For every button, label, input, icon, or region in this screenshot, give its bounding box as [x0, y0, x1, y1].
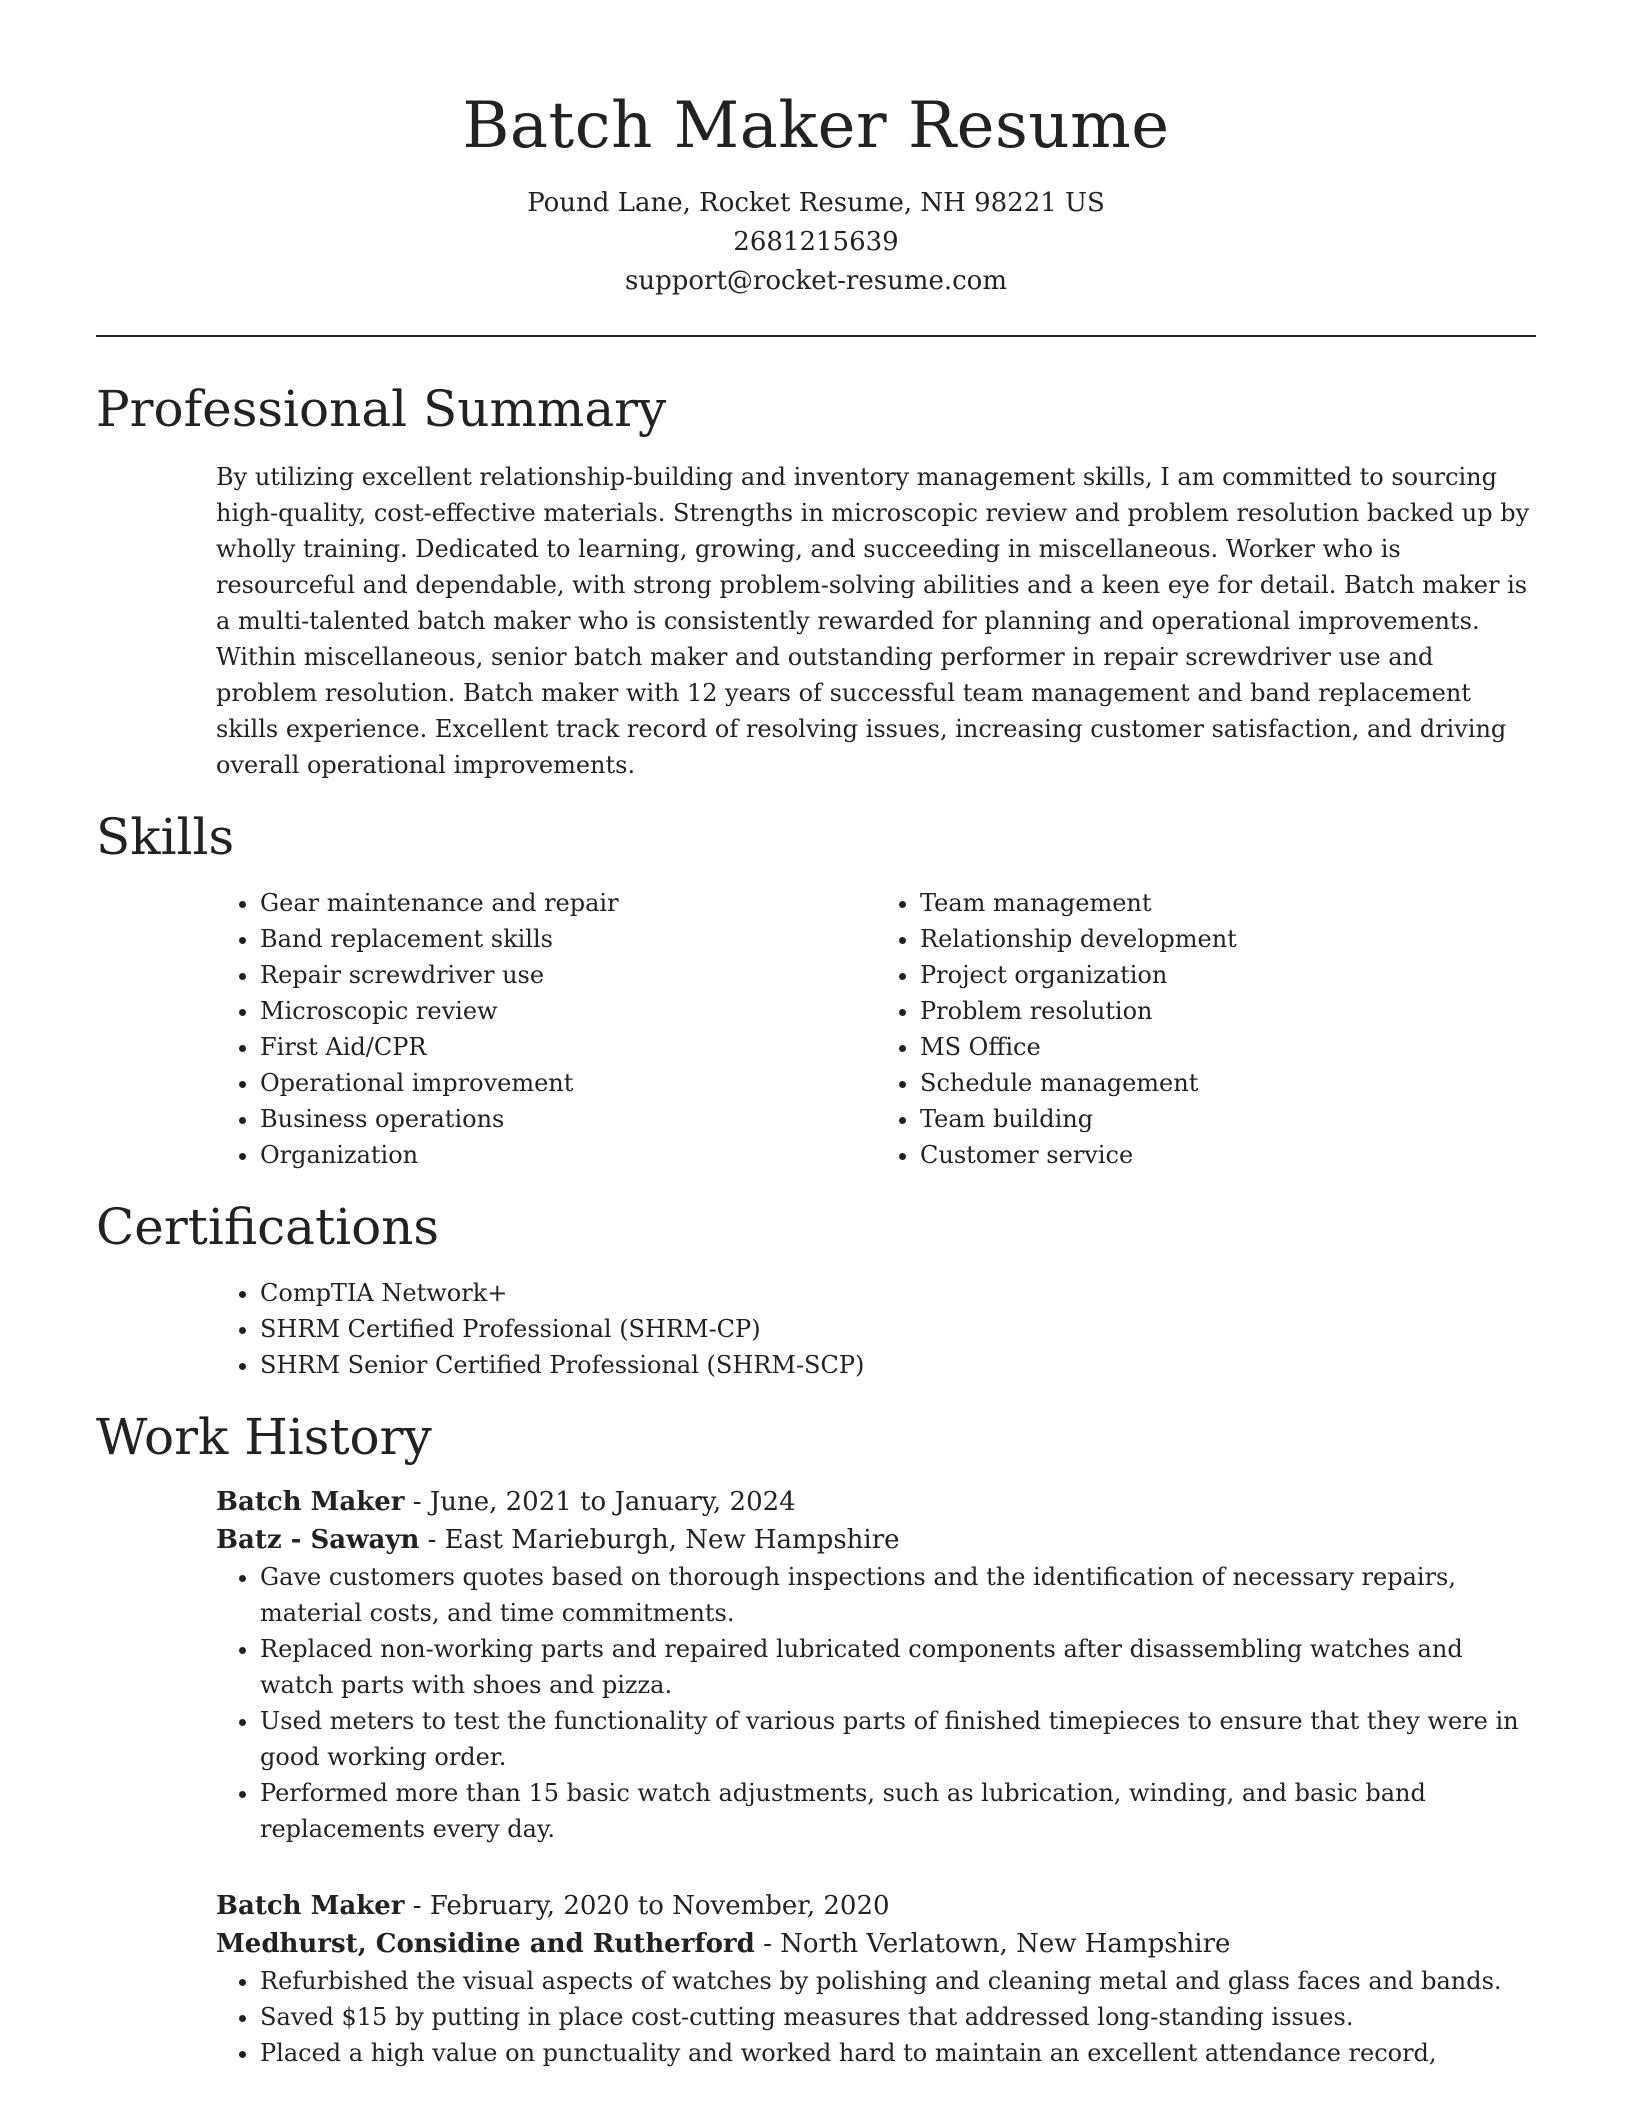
certifications-heading: Certifications: [96, 1198, 440, 1256]
skill-item: • Relationship development: [920, 921, 1536, 957]
job-duty-item: • Replaced non-working parts and repaired lubricated components after disassembling watches and watch parts with shoes and pizza.: [260, 1631, 1536, 1703]
job-duty-item: • Gave customers quotes based on thorough inspections and the identification of necessary repairs, material costs, and time commitments.: [260, 1559, 1536, 1631]
work-history-heading: Work History: [96, 1408, 432, 1466]
contact-address: Pound Lane, Rocket Resume, NH 98221 US: [527, 188, 1105, 218]
skill-item: • Operational improvement: [260, 1065, 876, 1101]
skills-grid: [216, 885, 1536, 1173]
certification-item: • CompTIA Network+: [260, 1275, 1536, 1311]
job-location: - East Marieburgh, New Hampshire: [419, 1525, 900, 1555]
contact-email: support@rocket-resume.com: [624, 266, 1007, 296]
skills-list-right: [876, 885, 1536, 1173]
header-divider: [96, 335, 1536, 337]
summary-heading: Professional Summary: [96, 380, 667, 438]
job-entry: [216, 1483, 1536, 1847]
job-title-line: [216, 1483, 1536, 1521]
job-dates: - February, 2020 to November, 2020: [404, 1891, 890, 1921]
certifications-body: [216, 1275, 1536, 1383]
certifications-section: [96, 1195, 1536, 1383]
skill-item: • MS Office: [920, 1029, 1536, 1065]
summary-section: [96, 377, 1536, 783]
skill-item: • Band replacement skills: [260, 921, 876, 957]
summary-body: [216, 459, 1536, 783]
job-company: Batz - Sawayn: [216, 1525, 420, 1555]
skill-item: • Problem resolution: [920, 993, 1536, 1029]
job-duties-list: [216, 1559, 1536, 1847]
work-history-section: [96, 1405, 1536, 2071]
skill-item: • Business operations: [260, 1101, 876, 1137]
job-duty-item: • Refurbished the visual aspects of watches by polishing and cleaning metal and glass faces and bands.: [260, 1963, 1536, 1999]
certification-item: • SHRM Certified Professional (SHRM-CP): [260, 1311, 1536, 1347]
job-dates: - June, 2021 to January, 2024: [404, 1487, 796, 1517]
skills-heading: Skills: [96, 808, 235, 866]
job-duty-item: • Saved $15 by putting in place cost-cutting measures that addressed long-standing issues.: [260, 1999, 1536, 2035]
job-company-line: [216, 1521, 1536, 1559]
skill-item: • First Aid/CPR: [260, 1029, 876, 1065]
skill-item: • Organization: [260, 1137, 876, 1173]
job-role: Batch Maker: [216, 1487, 405, 1517]
certifications-list: [216, 1275, 1536, 1383]
skill-item: • Schedule management: [920, 1065, 1536, 1101]
skill-item: • Team building: [920, 1101, 1536, 1137]
job-title-line: [216, 1887, 1536, 1925]
contact-phone: 2681215639: [733, 227, 899, 257]
certification-item: • SHRM Senior Certified Professional (SHRM-SCP): [260, 1347, 1536, 1383]
job-duties-list: [216, 1963, 1536, 2071]
job-entry: [216, 1887, 1536, 2071]
job-duty-item: • Performed more than 15 basic watch adjustments, such as lubrication, winding, and basic band replacements every day.: [260, 1775, 1536, 1847]
job-company: Medhurst, Considine and Rutherford: [216, 1929, 755, 1959]
job-company-line: [216, 1925, 1536, 1963]
work-history-body: [216, 1483, 1536, 2071]
contact-block: [0, 184, 1632, 301]
job-location: - North Verlatown, New Hampshire: [754, 1929, 1231, 1959]
summary-text: By utilizing excellent relationship-building and inventory management skills, I am committed to sourcing high-quality, cost-effective materials. Strengths in microscopic review and problem resolution backed up by wholly training. Dedicated to learning, growing, and succeeding in miscellaneous. Worker who is resourceful and dependable, with strong problem-solving abilities and a keen eye for detail. Batch maker is a multi-talented batch maker who is consistently rewarded for planning and operational improvements. Within miscellaneous, senior batch maker and outstanding performer in repair screwdriver use and problem resolution. Batch maker with 12 years of successful team management and band replacement skills experience. Excellent track record of resolving issues, increasing customer satisfaction, and driving overall operational improvements.: [216, 463, 1530, 779]
job-duty-item: • Used meters to test the functionality of various parts of finished timepieces to ensure that they were in good working order.: [260, 1703, 1536, 1775]
resume-title: Batch Maker Resume: [462, 89, 1170, 163]
skill-item: • Team management: [920, 885, 1536, 921]
job-duty-item: • Placed a high value on punctuality and worked hard to maintain an excellent attendance record,: [260, 2035, 1536, 2071]
skill-item: • Customer service: [920, 1137, 1536, 1173]
skills-section: [96, 805, 1536, 1173]
skill-item: • Microscopic review: [260, 993, 876, 1029]
skill-item: • Project organization: [920, 957, 1536, 993]
skill-item: • Repair screwdriver use: [260, 957, 876, 993]
skill-item: • Gear maintenance and repair: [260, 885, 876, 921]
resume-header: [0, 0, 1632, 301]
skills-list-left: [216, 885, 876, 1173]
job-role: Batch Maker: [216, 1891, 405, 1921]
